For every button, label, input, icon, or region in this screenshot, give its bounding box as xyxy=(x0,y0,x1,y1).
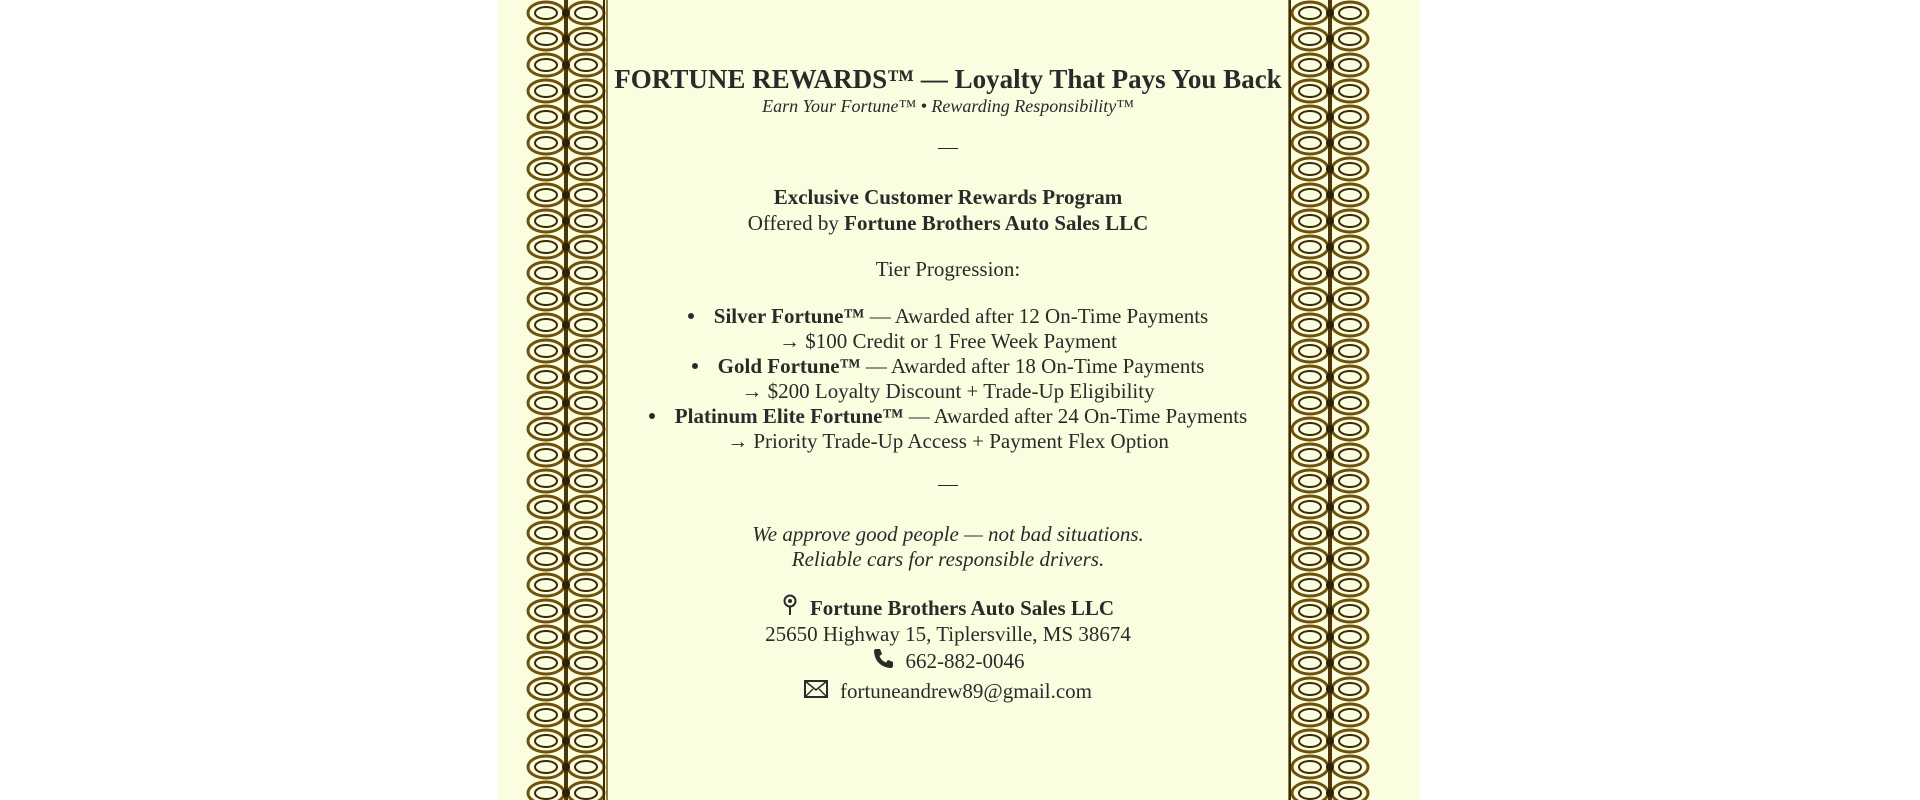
contact-email: fortuneandrew89@gmail.com xyxy=(839,679,1092,703)
tier-name: Platinum Elite Fortune™ xyxy=(674,404,904,428)
phone-icon xyxy=(872,647,894,675)
contact-email-line xyxy=(608,679,1288,706)
tier-reward: → $100 Credit or 1 Free Week Payment xyxy=(779,329,1117,353)
page-title: FORTUNE REWARDS™ — Loyalty That Pays You Back xyxy=(614,64,1282,94)
map-pin-icon xyxy=(782,594,798,622)
contact-business: Fortune Brothers Auto Sales LLC xyxy=(809,596,1115,620)
divider: — xyxy=(938,136,958,158)
tier-reward: → $200 Loyalty Discount + Trade-Up Eligibility xyxy=(741,379,1155,403)
bullet-icon xyxy=(692,363,698,369)
tier-item-silver xyxy=(608,304,1288,329)
offered-by-prefix: Offered by xyxy=(747,211,839,235)
contact-address: 25650 Highway 15, Tiplersville, MS 38674 xyxy=(765,622,1131,646)
right-ornamental-border xyxy=(1288,0,1372,800)
offered-by-business: Fortune Brothers Auto Sales LLC xyxy=(844,211,1149,235)
left-ornamental-border xyxy=(524,0,608,800)
bullet-icon xyxy=(649,413,655,419)
tier-item-gold xyxy=(608,354,1288,379)
tagline: Earn Your Fortune™ • Rewarding Responsibility™ xyxy=(762,96,1134,116)
tier-requirement: — Awarded after 12 On-Time Payments xyxy=(869,304,1209,328)
bullet-icon xyxy=(688,313,694,319)
certificate-content xyxy=(608,0,1288,800)
program-name: Exclusive Customer Rewards Program xyxy=(773,185,1123,209)
tier-heading: Tier Progression: xyxy=(875,257,1021,281)
tier-reward: → Priority Trade-Up Access + Payment Flex Option xyxy=(727,429,1169,453)
contact-phone-line xyxy=(608,649,1288,677)
envelope-icon xyxy=(804,679,828,704)
tier-name: Silver Fortune™ xyxy=(713,304,865,328)
tier-item-platinum xyxy=(608,404,1288,429)
slogan-line-2: Reliable cars for responsible drivers. xyxy=(791,547,1105,571)
slogan-line-1: We approve good people — not bad situations. xyxy=(752,522,1144,546)
divider: — xyxy=(938,473,958,495)
tier-requirement: — Awarded after 18 On-Time Payments xyxy=(865,354,1205,378)
contact-phone: 662-882-0046 xyxy=(905,649,1025,673)
contact-business-line xyxy=(608,596,1288,624)
tier-requirement: — Awarded after 24 On-Time Payments xyxy=(908,404,1248,428)
tier-name: Gold Fortune™ xyxy=(717,354,861,378)
offered-by-line xyxy=(608,211,1288,236)
